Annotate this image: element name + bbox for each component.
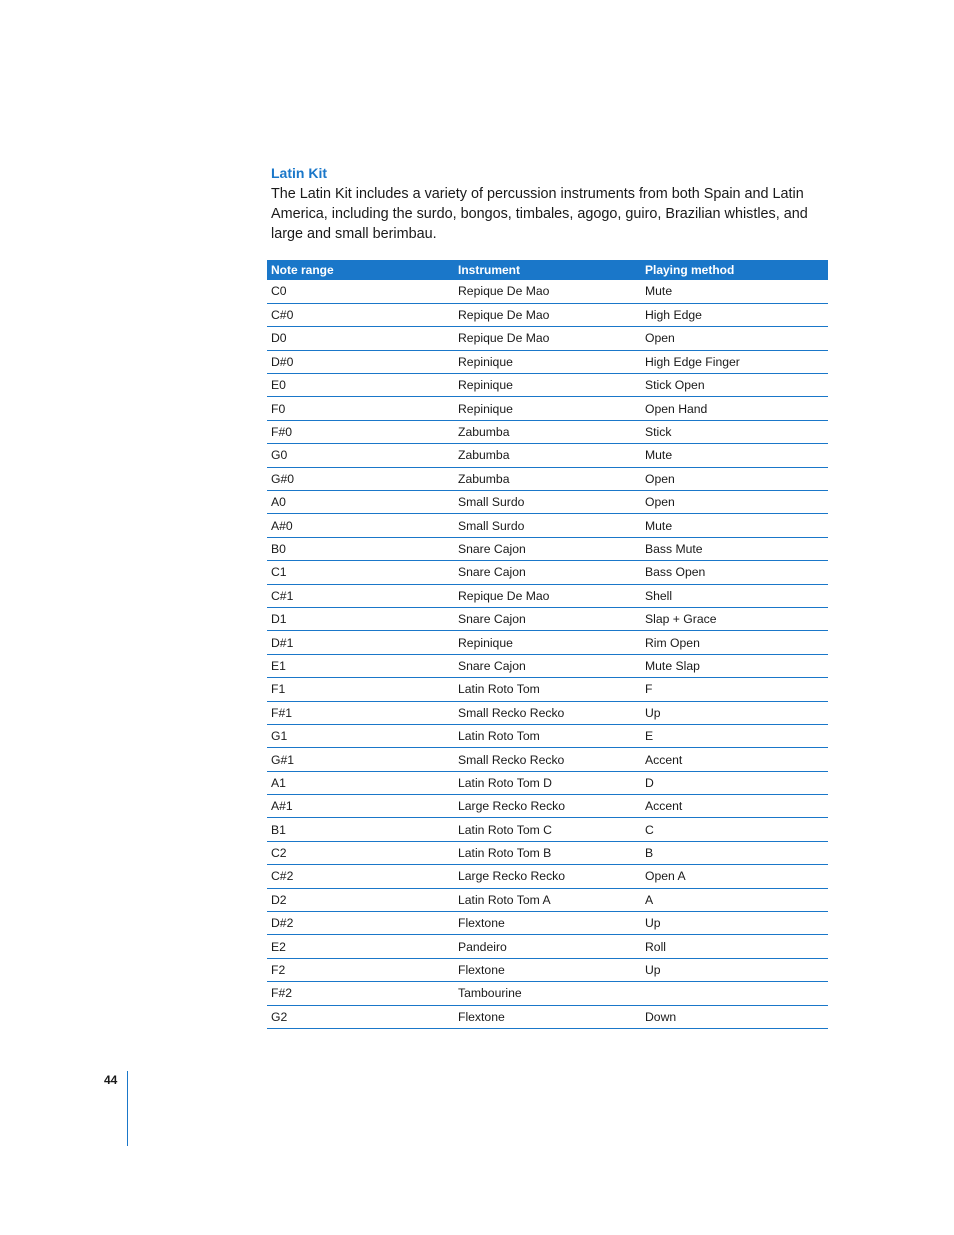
table-row [267, 397, 828, 420]
instrument-cell: Snare Cajon [458, 612, 526, 627]
note-range-cell: A1 [271, 775, 286, 790]
table-row [267, 912, 828, 935]
table-row [267, 841, 828, 864]
playing-method-cell [641, 982, 828, 1005]
instrument-cell: Snare Cajon [458, 658, 526, 673]
table-row [267, 724, 828, 747]
note-range-cell: C#1 [271, 588, 294, 603]
table-row [267, 607, 828, 630]
playing-method-cell: Shell [645, 588, 673, 603]
note-range-cell: D0 [271, 331, 287, 346]
instrument-cell: Repique De Mao [458, 308, 550, 323]
note-range-cell: F#1 [271, 705, 293, 720]
note-range-cell: G0 [271, 448, 288, 463]
table-row [267, 888, 828, 911]
instrument-cell: Flextone [458, 963, 505, 978]
note-range-cell: D1 [271, 612, 287, 627]
page-number: 44 [104, 1073, 118, 1087]
playing-method-cell: High Edge Finger [645, 354, 740, 369]
playing-method-cell: Accent [645, 799, 683, 814]
instrument-cell: Small Recko Recko [458, 752, 565, 767]
playing-method-cell: Mute Slap [645, 658, 700, 673]
instrument-cell: Repinique [458, 378, 513, 393]
table-body [267, 280, 828, 1029]
playing-method-cell: A [645, 892, 654, 907]
page-margin-rule [127, 1071, 128, 1146]
table-row [267, 327, 828, 350]
table-row [267, 280, 828, 303]
note-range-cell: E2 [271, 939, 286, 954]
playing-method-cell: Bass Open [645, 565, 706, 580]
instrument-cell: Latin Roto Tom A [458, 892, 551, 907]
table-row [267, 865, 828, 888]
table-row [267, 795, 828, 818]
table-row [267, 1005, 828, 1028]
playing-method-cell: Open [645, 471, 675, 486]
table-row [267, 818, 828, 841]
table-row [267, 678, 828, 701]
note-range-cell: G#0 [271, 471, 295, 486]
note-range-cell: C2 [271, 846, 287, 861]
playing-method-cell: Mute [645, 448, 673, 463]
instrument-cell: Latin Roto Tom B [458, 846, 552, 861]
table-row [267, 491, 828, 514]
playing-method-cell: Slap + Grace [645, 612, 717, 627]
note-range-cell: D#2 [271, 916, 294, 931]
playing-method-cell: Open [645, 331, 675, 346]
playing-method-cell: Open [645, 495, 675, 510]
instrument-cell: Flextone [458, 916, 505, 931]
instrument-cell: Repinique [458, 401, 513, 416]
instrument-cell: Repique De Mao [458, 284, 550, 299]
instrument-cell: Snare Cajon [458, 541, 526, 556]
playing-method-cell: Stick [645, 425, 672, 440]
instrument-cell: Zabumba [458, 471, 510, 486]
playing-method-cell: F [645, 682, 653, 697]
note-range-cell: E0 [271, 378, 286, 393]
instrument-cell: Flextone [458, 1009, 505, 1024]
instrument-cell: Small Surdo [458, 518, 525, 533]
playing-method-cell: Roll [645, 939, 666, 954]
table-row [267, 420, 828, 443]
note-range-cell: A#1 [271, 799, 293, 814]
instrument-cell: Zabumba [458, 425, 510, 440]
table-row [267, 631, 828, 654]
note-range-cell: D#1 [271, 635, 294, 650]
note-range-cell: D2 [271, 892, 287, 907]
note-range-cell: C#2 [271, 869, 294, 884]
note-range-cell: D#0 [271, 354, 294, 369]
table-row [267, 982, 828, 1005]
playing-method-cell: Down [645, 1009, 677, 1024]
note-range-cell: F2 [271, 963, 286, 978]
instrument-cell: Pandeiro [458, 939, 507, 954]
playing-method-cell: Stick Open [645, 378, 705, 393]
instrument-cell: Zabumba [458, 448, 510, 463]
instrument-cell: Small Recko Recko [458, 705, 565, 720]
table-row [267, 935, 828, 958]
instrument-cell: Repinique [458, 354, 513, 369]
playing-method-cell: Up [645, 705, 661, 720]
note-range-cell: B0 [271, 541, 286, 556]
table-row [267, 561, 828, 584]
note-range-cell: F#2 [271, 986, 293, 1001]
note-range-cell: F0 [271, 401, 286, 416]
playing-method-cell: Mute [645, 518, 673, 533]
playing-method-cell: E [645, 729, 654, 744]
instrument-cell: Large Recko Recko [458, 799, 566, 814]
instrument-cell: Large Recko Recko [458, 869, 566, 884]
note-range-cell: A#0 [271, 518, 293, 533]
playing-method-cell: Accent [645, 752, 683, 767]
playing-method-cell: Mute [645, 284, 673, 299]
latin-kit-table [267, 260, 828, 1029]
instrument-cell: Latin Roto Tom D [458, 775, 552, 790]
note-range-cell: G#1 [271, 752, 295, 767]
section-title: Latin Kit [271, 165, 327, 181]
playing-method-cell: B [645, 846, 654, 861]
note-range-cell: F#0 [271, 425, 293, 440]
instrument-cell: Repinique [458, 635, 513, 650]
table-row [267, 771, 828, 794]
note-range-cell: A0 [271, 495, 286, 510]
table-row [267, 444, 828, 467]
table-header [267, 260, 828, 280]
column-header-note-range: Note range [271, 262, 334, 277]
note-range-cell: B1 [271, 822, 286, 837]
instrument-cell: Tambourine [458, 986, 522, 1001]
instrument-cell: Snare Cajon [458, 565, 526, 580]
note-range-cell: F1 [271, 682, 286, 697]
note-range-cell: G1 [271, 729, 288, 744]
note-range-cell: C0 [271, 284, 287, 299]
note-range-cell: E1 [271, 658, 286, 673]
table-row [267, 303, 828, 326]
table-row [267, 514, 828, 537]
instrument-cell: Latin Roto Tom C [458, 822, 552, 837]
table-row [267, 584, 828, 607]
note-range-cell: C1 [271, 565, 287, 580]
playing-method-cell: D [645, 775, 654, 790]
playing-method-cell: Up [645, 963, 661, 978]
instrument-cell: Repique De Mao [458, 588, 550, 603]
table-row [267, 374, 828, 397]
instrument-cell: Latin Roto Tom [458, 682, 540, 697]
playing-method-cell: Up [645, 916, 661, 931]
instrument-cell: Latin Roto Tom [458, 729, 540, 744]
instrument-cell: Small Surdo [458, 495, 525, 510]
playing-method-cell: Open Hand [645, 401, 708, 416]
playing-method-cell: Bass Mute [645, 541, 703, 556]
playing-method-cell: Rim Open [645, 635, 700, 650]
column-header-playing-method: Playing method [645, 262, 735, 277]
table-row [267, 467, 828, 490]
playing-method-cell: High Edge [645, 308, 702, 323]
note-range-cell: G2 [271, 1009, 288, 1024]
playing-method-cell: C [645, 822, 654, 837]
intro-paragraph: The Latin Kit includes a variety of percussion instruments from both Spain and Latin America, including the surdo, bongos, timbales, agogo, guiro, Brazilian whistles, and large and small berimbau. [271, 186, 808, 242]
table-row [267, 748, 828, 771]
table-row [267, 537, 828, 560]
note-range-cell: C#0 [271, 308, 294, 323]
table-row [267, 654, 828, 677]
table-row [267, 958, 828, 981]
column-header-instrument: Instrument [458, 262, 521, 277]
table-row [267, 350, 828, 373]
instrument-cell: Repique De Mao [458, 331, 550, 346]
table-header-row [267, 260, 828, 280]
playing-method-cell: Open A [645, 869, 686, 884]
table-row [267, 701, 828, 724]
